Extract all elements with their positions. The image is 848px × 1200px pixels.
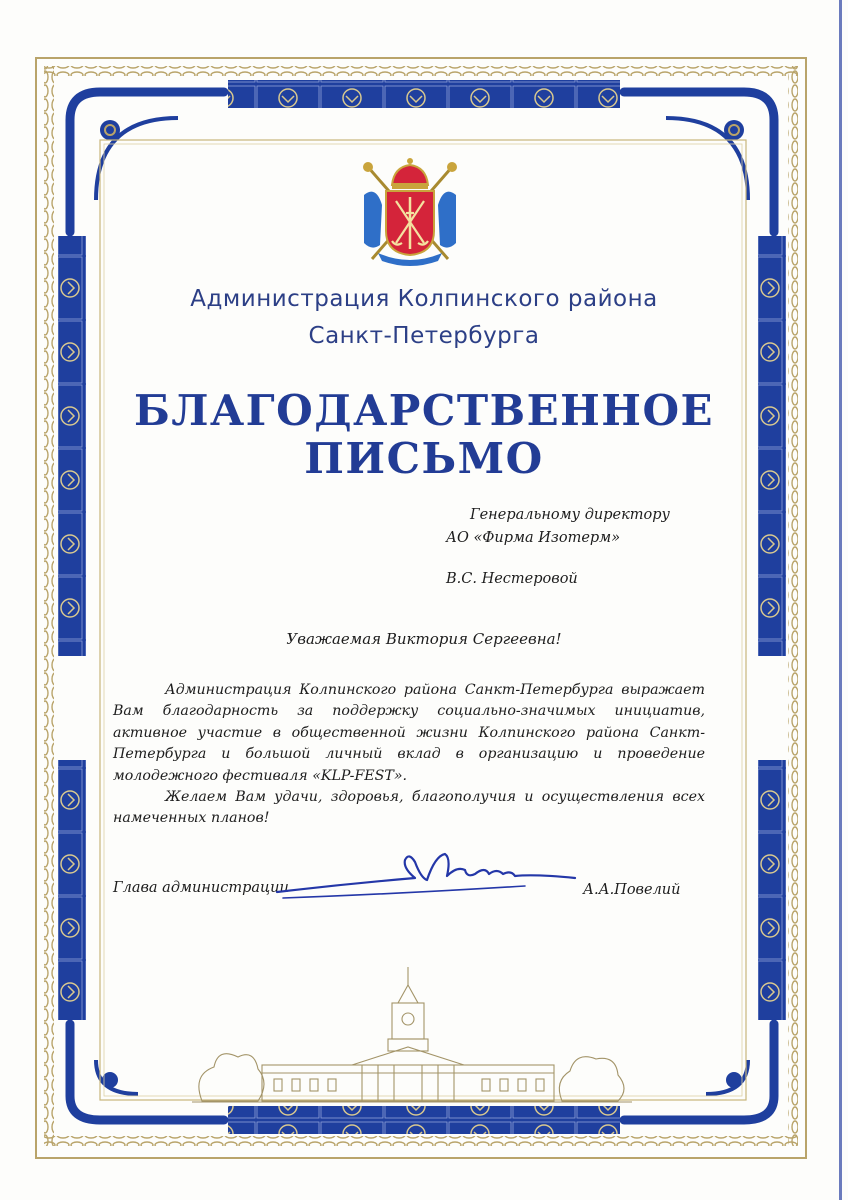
body-paragraph-1: Администрация Колпинского района Санкт-Петербурга выражает Вам благодарность за поддержку социально-значимых инициатив, активное участие в общественной жизни Колпинского района Санкт-Петербурга и большой личный вклад в организацию и проведение молодежного фестиваля «KLP-FEST». — [113, 682, 705, 784]
coat-of-arms-icon — [358, 155, 462, 267]
organization-line-2: Санкт-Петербурга — [308, 323, 540, 349]
signatory-title: Глава администрации — [113, 880, 289, 896]
letter-title-line-2: ПИСЬМО — [304, 434, 544, 483]
letter-body — [113, 680, 705, 830]
addressee-name: В.С. Нестеровой — [446, 571, 578, 587]
greeting: Уважаемая Виктория Сергеевна! — [286, 630, 562, 648]
organization-line-1: Администрация Колпинского района — [190, 286, 658, 312]
body-paragraph-2: Желаем Вам удачи, здоровья, благополучия и осуществления всех намеченных планов! — [113, 789, 705, 827]
letter-title-line-1: БЛАГОДАРСТВЕННОЕ — [133, 386, 715, 435]
addressee-company: АО «Фирма Изотерм» — [446, 530, 621, 546]
building-illustration — [192, 965, 632, 1105]
signature-mark — [275, 848, 585, 908]
signatory-name: А.А.Повелий — [583, 882, 681, 898]
addressee-position: Генеральному директору — [470, 507, 670, 523]
